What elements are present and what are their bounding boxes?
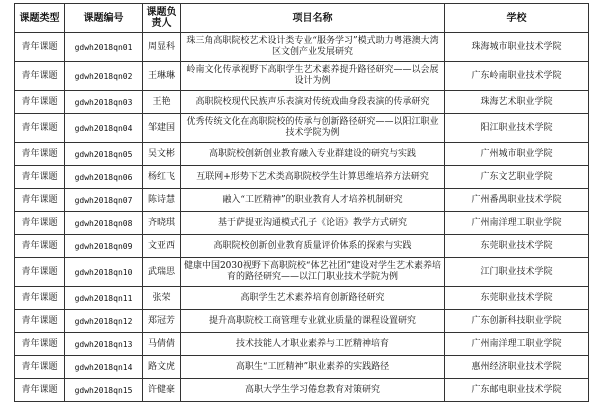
- cell-school: 广东创新科技职业学院: [445, 310, 589, 333]
- cell-school: 东莞职业技术学院: [445, 235, 589, 258]
- cell-code: gdwh2018qn13: [65, 333, 143, 356]
- cell-school: 珠海城市职业技术学院: [445, 33, 589, 62]
- cell-type: 青年课题: [15, 379, 65, 402]
- cell-code: gdwh2018qn07: [65, 189, 143, 212]
- cell-code: gdwh2018qn08: [65, 212, 143, 235]
- table-row: [15, 310, 589, 333]
- cell-school: 广州城市职业学院: [445, 143, 589, 166]
- cell-school: 广州南洋理工职业学院: [445, 212, 589, 235]
- cell-school: 江门职业技术学院: [445, 258, 589, 287]
- cell-code: gdwh2018qn06: [65, 166, 143, 189]
- cell-project: 高职生“工匠精神”职业素养的实践路径: [181, 356, 445, 379]
- cell-school: 广东岭南职业技术学院: [445, 62, 589, 91]
- cell-project: 珠三角高职院校艺术设计类专业“服务学习”模式助力粤港澳大湾区文创产业发展研究: [181, 33, 445, 62]
- cell-type: 青年课题: [15, 91, 65, 114]
- cell-type: 青年课题: [15, 114, 65, 143]
- cell-type: 青年课题: [15, 62, 65, 91]
- table-row: [15, 287, 589, 310]
- cell-project: 高职大学生学习倦怠教育对策研究: [181, 379, 445, 402]
- table-row: [15, 258, 589, 287]
- cell-person: 王艳: [143, 91, 181, 114]
- cell-project: 岭南文化传承视野下高职学生艺术素养提升路径研究——以会展设计为例: [181, 62, 445, 91]
- cell-person: 杨红飞: [143, 166, 181, 189]
- header-row: [15, 4, 589, 33]
- cell-code: gdwh2018qn10: [65, 258, 143, 287]
- cell-project: 提升高职院校工商管理专业就业质量的课程设置研究: [181, 310, 445, 333]
- table-row: [15, 33, 589, 62]
- cell-project: 高职院校创新创业教育质量评价体系的探索与实践: [181, 235, 445, 258]
- cell-school: 广州番禺职业技术学院: [445, 189, 589, 212]
- cell-type: 青年课题: [15, 310, 65, 333]
- cell-project: 优秀传统文化在高职院校的传承与创新路径研究——以阳江职业技术学院为例: [181, 114, 445, 143]
- table-row: [15, 212, 589, 235]
- header-project: 项目名称: [181, 4, 445, 33]
- table-row: [15, 235, 589, 258]
- table-row: [15, 189, 589, 212]
- cell-type: 青年课题: [15, 189, 65, 212]
- table-row: [15, 143, 589, 166]
- cell-type: 青年课题: [15, 33, 65, 62]
- cell-school: 阳江职业技术学院: [445, 114, 589, 143]
- cell-person: 许健豪: [143, 379, 181, 402]
- cell-code: gdwh2018qn11: [65, 287, 143, 310]
- cell-project: 高职院校现代民族声乐表演对传统戏曲身段表演的传承研究: [181, 91, 445, 114]
- cell-type: 青年课题: [15, 287, 65, 310]
- header-code: 课题编号: [65, 4, 143, 33]
- cell-code: gdwh2018qn02: [65, 62, 143, 91]
- cell-code: gdwh2018qn09: [65, 235, 143, 258]
- cell-project: 融入“工匠精神”的职业教育人才培养机制研究: [181, 189, 445, 212]
- cell-person: 郑冠芳: [143, 310, 181, 333]
- cell-type: 青年课题: [15, 143, 65, 166]
- header-person: 课题负责人: [143, 4, 181, 33]
- cell-type: 青年课题: [15, 333, 65, 356]
- table-row: [15, 91, 589, 114]
- cell-person: 陈诗慧: [143, 189, 181, 212]
- table-row: [15, 356, 589, 379]
- table-row: [15, 62, 589, 91]
- cell-type: 青年课题: [15, 258, 65, 287]
- cell-person: 齐晓琪: [143, 212, 181, 235]
- cell-person: 路文虎: [143, 356, 181, 379]
- cell-code: gdwh2018qn01: [65, 33, 143, 62]
- table-row: [15, 379, 589, 402]
- project-table: [14, 3, 589, 402]
- cell-code: gdwh2018qn04: [65, 114, 143, 143]
- cell-type: 青年课题: [15, 235, 65, 258]
- cell-code: gdwh2018qn14: [65, 356, 143, 379]
- table-row: [15, 333, 589, 356]
- table-row: [15, 166, 589, 189]
- cell-code: gdwh2018qn15: [65, 379, 143, 402]
- cell-type: 青年课题: [15, 166, 65, 189]
- cell-school: 东莞职业技术学院: [445, 287, 589, 310]
- cell-project: 技术技能人才职业素养与工匠精神培育: [181, 333, 445, 356]
- cell-person: 文亚西: [143, 235, 181, 258]
- cell-code: gdwh2018qn05: [65, 143, 143, 166]
- cell-project: 基于萨提亚沟通模式孔子《论语》教学方式研究: [181, 212, 445, 235]
- cell-school: 广州南洋理工职业学院: [445, 333, 589, 356]
- cell-project: 高职院校创新创业教育融入专业群建设的研究与实践: [181, 143, 445, 166]
- cell-school: 珠海艺术职业学院: [445, 91, 589, 114]
- cell-school: 广东邮电职业技术学院: [445, 379, 589, 402]
- cell-school: 惠州经济职业技术学院: [445, 356, 589, 379]
- cell-project: 互联网+形势下艺术类高职院校学生计算思维培养方法研究: [181, 166, 445, 189]
- cell-project: 高职学生艺术素养培育创新路径研究: [181, 287, 445, 310]
- header-school: 学校: [445, 4, 589, 33]
- cell-person: 王琳琳: [143, 62, 181, 91]
- cell-person: 邹建国: [143, 114, 181, 143]
- cell-person: 吴文彬: [143, 143, 181, 166]
- cell-project: 健康中国2030视野下高职院校“体艺社团”建设对学生艺术素养培育的路径研究——以江门职业技术学院为例: [181, 258, 445, 287]
- cell-person: 马倩倩: [143, 333, 181, 356]
- cell-school: 广东文艺职业学院: [445, 166, 589, 189]
- cell-type: 青年课题: [15, 212, 65, 235]
- cell-person: 周显科: [143, 33, 181, 62]
- table-row: [15, 114, 589, 143]
- cell-person: 武瑞思: [143, 258, 181, 287]
- header-type: 课题类型: [15, 4, 65, 33]
- cell-code: gdwh2018qn12: [65, 310, 143, 333]
- cell-person: 张荣: [143, 287, 181, 310]
- cell-code: gdwh2018qn03: [65, 91, 143, 114]
- cell-type: 青年课题: [15, 356, 65, 379]
